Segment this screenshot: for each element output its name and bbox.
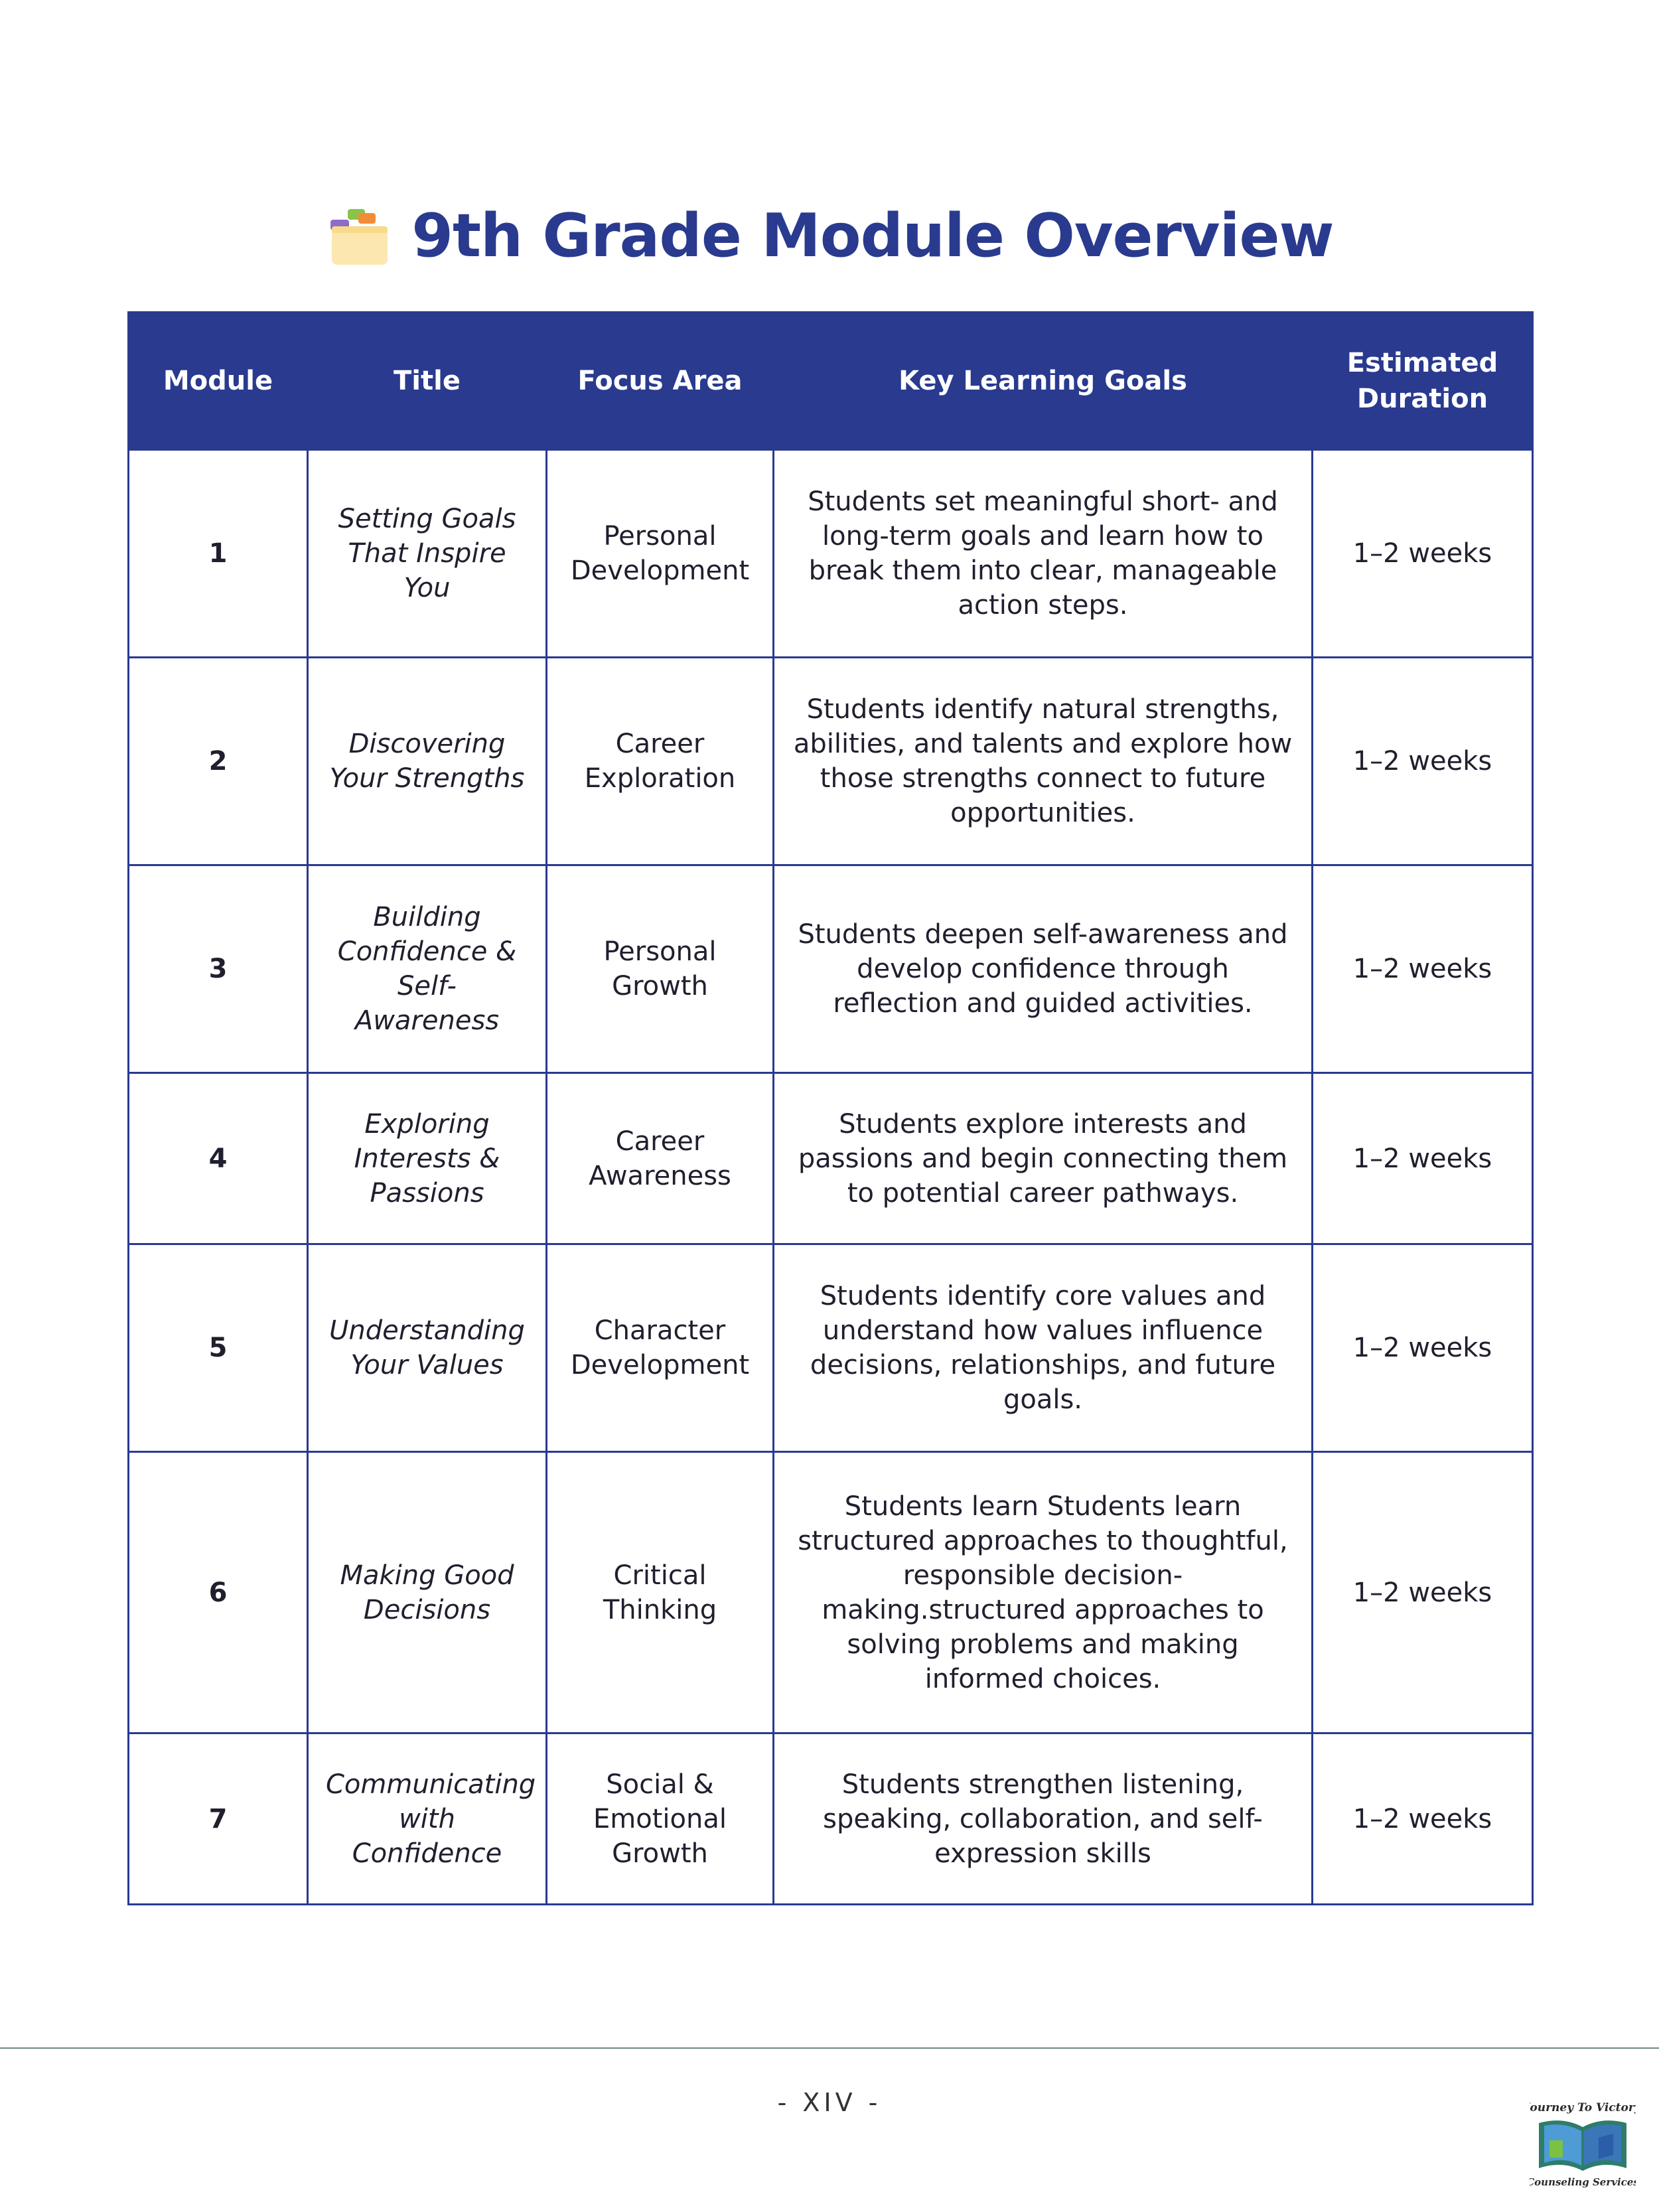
table-row	[129, 1073, 1533, 1244]
cell-title: Making Good Decisions	[308, 1452, 547, 1733]
cell-module: 3	[129, 865, 308, 1073]
cell-focus-area: Personal Growth	[547, 865, 774, 1073]
cell-focus-area: Social & Emotional Growth	[547, 1733, 774, 1905]
cell-module: 4	[129, 1073, 308, 1244]
cell-estimated-duration: 1–2 weeks	[1313, 1073, 1533, 1244]
table-row	[129, 1244, 1533, 1452]
cell-module: 1	[129, 450, 308, 658]
header-module: Module	[129, 313, 308, 450]
folder-with-dividers-icon	[325, 202, 392, 269]
svg-text:Counseling Services: Counseling Services	[1530, 2176, 1636, 2188]
cell-key-learning-goals: Students explore interests and passions and begin connecting them to potential career pathways.	[774, 1073, 1313, 1244]
table-row	[129, 658, 1533, 865]
cell-module: 5	[129, 1244, 308, 1452]
cell-key-learning-goals: Students set meaningful short- and long-term goals and learn how to break them into clear, manageable action steps.	[774, 450, 1313, 658]
cell-title: Understanding Your Values	[308, 1244, 547, 1452]
cell-title: Communicating with Confidence	[308, 1733, 547, 1905]
header-focus-area: Focus Area	[547, 313, 774, 450]
cell-title: Building Confidence & Self-Awareness	[308, 865, 547, 1073]
cell-estimated-duration: 1–2 weeks	[1313, 865, 1533, 1073]
cell-estimated-duration: 1–2 weeks	[1313, 1244, 1533, 1452]
page-header	[0, 192, 1659, 279]
cell-estimated-duration: 1–2 weeks	[1313, 658, 1533, 865]
header-key-learning-goals: Key Learning Goals	[774, 313, 1313, 450]
cell-key-learning-goals: Students strengthen listening, speaking, collaboration, and self-expression skills	[774, 1733, 1313, 1905]
header-estimated-duration: Estimated Duration	[1313, 313, 1533, 450]
cell-focus-area: Career Exploration	[547, 658, 774, 865]
cell-title: Setting Goals That Inspire You	[308, 450, 547, 658]
footer-divider	[0, 2047, 1659, 2049]
cell-estimated-duration: 1–2 weeks	[1313, 1733, 1533, 1905]
page-number: - XIV -	[777, 2088, 882, 2117]
header-title: Title	[308, 313, 547, 450]
cell-title: Exploring Interests & Passions	[308, 1073, 547, 1244]
cell-module: 7	[129, 1733, 308, 1905]
table-row	[129, 865, 1533, 1073]
cell-estimated-duration: 1–2 weeks	[1313, 450, 1533, 658]
cell-estimated-duration: 1–2 weeks	[1313, 1452, 1533, 1733]
cell-focus-area: Critical Thinking	[547, 1452, 774, 1733]
page-title: 9th Grade Module Overview	[411, 200, 1334, 271]
cell-focus-area: Character Development	[547, 1244, 774, 1452]
table-header-row	[129, 313, 1533, 450]
cell-key-learning-goals: Students identify natural strengths, abilities, and talents and explore how those strengths connect to future opportunities.	[774, 658, 1313, 865]
module-overview-table	[127, 311, 1534, 1905]
cell-module: 6	[129, 1452, 308, 1733]
cell-key-learning-goals: Students learn Students learn structured approaches to thoughtful, responsible decision-making.structured approaches to solving problems and making informed choices.	[774, 1452, 1313, 1733]
cell-focus-area: Career Awareness	[547, 1073, 774, 1244]
cell-title: Discovering Your Strengths	[308, 658, 547, 865]
cell-module: 2	[129, 658, 308, 865]
table-row	[129, 450, 1533, 658]
svg-text:Journey To Victory: Journey To Victory	[1530, 2101, 1636, 2114]
cell-focus-area: Personal Development	[547, 450, 774, 658]
table-row	[129, 1452, 1533, 1733]
cell-key-learning-goals: Students identify core values and understand how values influence decisions, relationships, and future goals.	[774, 1244, 1313, 1452]
table-row	[129, 1733, 1533, 1905]
cell-key-learning-goals: Students deepen self-awareness and develop confidence through reflection and guided activities.	[774, 865, 1313, 1073]
journey-to-victory-logo-icon	[1530, 2094, 1636, 2200]
